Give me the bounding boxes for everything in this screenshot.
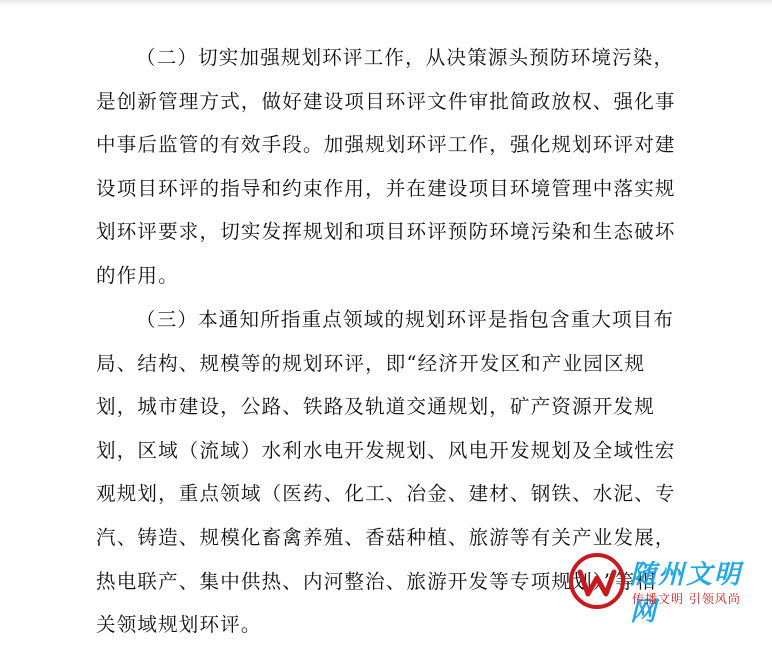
- paragraph-line: （三）本通知所指重点领域的规划环评是指包含重大项目布: [136, 308, 675, 331]
- paragraph-line: （二）切实加强规划环评工作，从决策源头预防环境污染，: [136, 46, 675, 69]
- paragraph-line: 划环评要求，切实发挥规划和项目环评预防环境污染和生态破坏: [96, 220, 676, 244]
- paragraph-2: [96, 36, 676, 298]
- paragraph-line: 是创新管理方式，做好建设项目环评文件审批简政放权、强化事: [96, 89, 676, 113]
- watermark-brand: 随州文明网: [630, 560, 743, 627]
- paragraph-line: 划，区域（流域）水利水电开发规划、风电开发规划及全域性宏: [96, 438, 676, 462]
- site-watermark: [568, 552, 768, 627]
- site-logo-icon: [568, 552, 626, 610]
- page-top-edge: [0, 0, 772, 6]
- paragraph-line: 中事后监管的有效手段。加强规划环评工作，强化规划环评对建: [96, 133, 676, 157]
- watermark-slogan: 传播文明 引领风尚: [632, 592, 741, 606]
- paragraph-line: 热电联产、集中供热、内河整治、旅游开发等专项规划）”等相: [96, 569, 657, 593]
- paragraph-line: 汽、铸造、规模化畜禽养殖、香菇种植、旅游等有关产业发展，: [96, 525, 676, 549]
- paragraph-line: 设项目环评的指导和约束作用，并在建设项目环境管理中落实规: [96, 176, 676, 200]
- paragraph-line: 划，城市建设，公路、铁路及轨道交通规划，矿产资源开发规: [96, 395, 655, 419]
- paragraph-line: 的作用。: [96, 263, 179, 287]
- paragraph-line: 观规划，重点领域（医药、化工、冶金、建材、钢铁、水泥、专: [96, 482, 676, 506]
- paragraph-line: 关领域规划环评。: [96, 613, 262, 637]
- paragraph-line: 局、结构、规模等的规划环评，即“经济开发区和产业园区规: [96, 351, 646, 375]
